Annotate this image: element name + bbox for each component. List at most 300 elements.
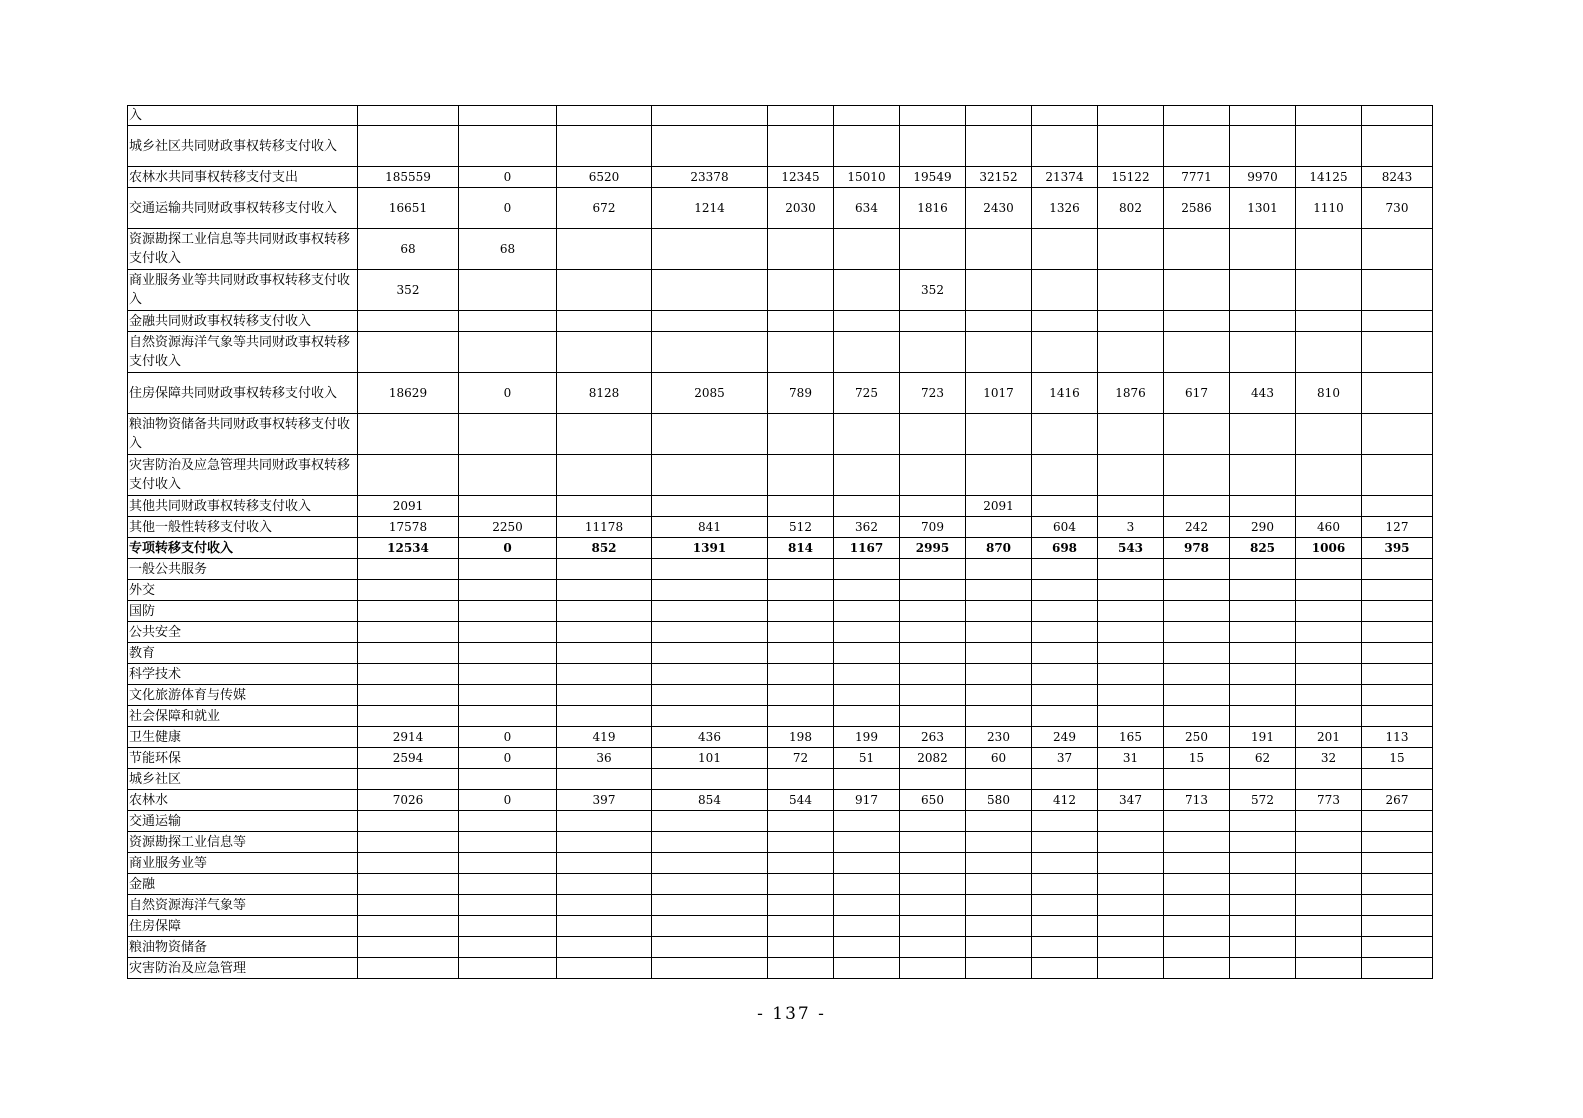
table-cell: 0 [459,727,557,748]
table-cell [966,937,1032,958]
table-cell: 854 [652,790,768,811]
table-cell [1296,643,1362,664]
table-cell [1296,811,1362,832]
table-row [128,270,1433,311]
table-cell [557,311,652,332]
table-cell: 773 [1296,790,1362,811]
table-cell: 72 [768,748,834,769]
table-row [128,874,1433,895]
table-cell [459,311,557,332]
table-cell [1230,496,1296,517]
table-cell [1098,643,1164,664]
table-cell [1230,455,1296,496]
table-cell [1098,832,1164,853]
table-cell [652,332,768,373]
table-cell [358,601,459,622]
table-cell: 36 [557,748,652,769]
table-cell: 460 [1296,517,1362,538]
table-cell [900,685,966,706]
table-cell [768,937,834,958]
table-cell [358,874,459,895]
table-cell [1362,559,1433,580]
table-row [128,373,1433,414]
table-cell: 290 [1230,517,1296,538]
table-cell [900,874,966,895]
table-cell [1230,811,1296,832]
table-row [128,332,1433,373]
table-cell [1164,643,1230,664]
table-cell [1230,270,1296,311]
table-cell: 15 [1362,748,1433,769]
table-row [128,229,1433,270]
table-cell [768,895,834,916]
table-cell [358,332,459,373]
table-cell: 1416 [1032,373,1098,414]
table-cell [1296,229,1362,270]
table-cell [900,643,966,664]
table-cell [1296,332,1362,373]
table-cell [1098,664,1164,685]
table-cell: 1214 [652,188,768,229]
table-cell: 802 [1098,188,1164,229]
table-cell [1164,706,1230,727]
table-cell [900,126,966,167]
table-cell [652,769,768,790]
table-cell [1098,496,1164,517]
row-label: 金融共同财政事权转移支付收入 [128,311,358,332]
table-cell [768,455,834,496]
table-cell [459,664,557,685]
table-cell [1098,706,1164,727]
table-cell [900,601,966,622]
table-row [128,811,1433,832]
row-label: 城乡社区 [128,769,358,790]
table-cell [1164,853,1230,874]
table-cell: 2082 [900,748,966,769]
table-row [128,455,1433,496]
table-cell: 713 [1164,790,1230,811]
table-cell [358,895,459,916]
table-cell [459,622,557,643]
table-cell [1032,811,1098,832]
table-cell: 852 [557,538,652,559]
table-cell [1296,455,1362,496]
table-cell [834,958,900,979]
table-cell [1164,106,1230,126]
table-cell [358,769,459,790]
table-cell [1032,916,1098,937]
table-cell [966,126,1032,167]
table-cell [1098,958,1164,979]
table-cell [358,559,459,580]
table-cell [1032,496,1098,517]
table-cell [1032,853,1098,874]
table-cell [1230,916,1296,937]
table-cell [966,643,1032,664]
table-cell [652,664,768,685]
table-cell [834,496,900,517]
table-cell [834,832,900,853]
table-cell [358,414,459,455]
table-row [128,167,1433,188]
table-cell [358,664,459,685]
table-cell [900,622,966,643]
table-cell: 0 [459,538,557,559]
table-cell [459,126,557,167]
table-row [128,126,1433,167]
table-cell [768,874,834,895]
table-cell: 8128 [557,373,652,414]
table-cell [1296,874,1362,895]
row-label: 教育 [128,643,358,664]
table-row [128,601,1433,622]
table-cell [358,916,459,937]
row-label: 农林水 [128,790,358,811]
table-cell [652,559,768,580]
table-cell [966,706,1032,727]
table-body [128,106,1433,979]
table-cell [900,769,966,790]
table-cell: 9970 [1230,167,1296,188]
table-row [128,559,1433,580]
table-cell: 917 [834,790,900,811]
table-cell [1230,706,1296,727]
row-label: 自然资源海洋气象等共同财政事权转移支付收入 [128,332,358,373]
table-cell [1362,106,1433,126]
table-cell [966,958,1032,979]
table-cell [557,601,652,622]
table-cell [1098,414,1164,455]
table-cell [1296,601,1362,622]
table-cell: 1110 [1296,188,1362,229]
table-cell [557,496,652,517]
table-cell [768,916,834,937]
table-cell [768,414,834,455]
table-cell: 2995 [900,538,966,559]
table-cell [1164,622,1230,643]
table-cell [1296,270,1362,311]
table-cell [834,937,900,958]
table-cell [768,559,834,580]
table-cell [966,229,1032,270]
table-cell: 352 [900,270,966,311]
table-cell [1098,769,1164,790]
table-cell: 825 [1230,538,1296,559]
table-cell [1230,895,1296,916]
row-label: 自然资源海洋气象等 [128,895,358,916]
table-cell [1296,958,1362,979]
row-label: 农林水共同事权转移支付支出 [128,167,358,188]
table-cell: 191 [1230,727,1296,748]
table-cell: 347 [1098,790,1164,811]
table-cell: 263 [900,727,966,748]
table-cell [768,580,834,601]
table-cell [1362,706,1433,727]
row-label: 节能环保 [128,748,358,769]
table-cell [966,517,1032,538]
table-cell [834,853,900,874]
table-cell [1296,853,1362,874]
table-cell [768,496,834,517]
table-cell [557,832,652,853]
table-cell [1362,685,1433,706]
table-cell [1362,853,1433,874]
table-cell [1362,643,1433,664]
row-label: 粮油物资储备 [128,937,358,958]
table-cell [900,937,966,958]
table-cell [900,496,966,517]
table-cell [1164,874,1230,895]
table-cell [768,769,834,790]
table-cell [966,580,1032,601]
table-cell: 1167 [834,538,900,559]
row-label: 外交 [128,580,358,601]
table-cell [1296,664,1362,685]
row-label: 一般公共服务 [128,559,358,580]
table-cell [1296,769,1362,790]
table-row [128,937,1433,958]
table-cell [1098,311,1164,332]
table-cell [1362,769,1433,790]
table-cell [1362,126,1433,167]
table-cell [768,664,834,685]
table-cell [1164,311,1230,332]
table-cell [358,685,459,706]
table-cell: 709 [900,517,966,538]
table-cell [1296,106,1362,126]
table-cell [652,311,768,332]
table-cell [966,769,1032,790]
table-cell: 6520 [557,167,652,188]
row-label: 灾害防治及应急管理共同财政事权转移支付收入 [128,455,358,496]
table-cell [1296,496,1362,517]
table-cell [358,853,459,874]
table-cell: 3 [1098,517,1164,538]
table-cell: 725 [834,373,900,414]
table-cell [1032,414,1098,455]
table-cell [459,496,557,517]
table-cell [768,126,834,167]
table-cell [966,916,1032,937]
table-cell: 32152 [966,167,1032,188]
table-cell [1098,601,1164,622]
table-row [128,832,1433,853]
table-cell [900,580,966,601]
table-cell [1362,664,1433,685]
table-cell: 101 [652,748,768,769]
table-cell [459,916,557,937]
table-cell [459,580,557,601]
table-cell: 199 [834,727,900,748]
table-cell [1032,229,1098,270]
table-cell [1032,706,1098,727]
table-cell [834,811,900,832]
table-cell [557,455,652,496]
row-label: 灾害防治及应急管理 [128,958,358,979]
table-cell: 113 [1362,727,1433,748]
table-cell: 2091 [358,496,459,517]
table-row [128,916,1433,937]
table-cell [358,706,459,727]
table-cell [1164,126,1230,167]
table-cell [1362,895,1433,916]
table-cell [358,622,459,643]
table-cell [652,229,768,270]
table-cell: 0 [459,167,557,188]
row-label: 国防 [128,601,358,622]
table-cell: 412 [1032,790,1098,811]
table-cell [652,895,768,916]
table-cell: 60 [966,748,1032,769]
table-cell [1098,853,1164,874]
table-cell [1164,916,1230,937]
table-cell: 7026 [358,790,459,811]
table-cell [459,832,557,853]
table-cell [1098,332,1164,373]
table-cell [557,958,652,979]
table-cell [900,414,966,455]
table-cell [459,332,557,373]
table-cell [1230,559,1296,580]
table-cell [557,126,652,167]
table-cell [652,414,768,455]
table-cell: 634 [834,188,900,229]
table-cell [1362,311,1433,332]
table-cell [900,916,966,937]
table-cell [1164,811,1230,832]
table-cell: 2430 [966,188,1032,229]
row-label: 商业服务业等共同财政事权转移支付收入 [128,270,358,311]
table-cell [966,414,1032,455]
table-cell [557,769,652,790]
table-cell [557,270,652,311]
table-cell [652,601,768,622]
table-cell [900,811,966,832]
table-cell [1032,126,1098,167]
row-label: 住房保障 [128,916,358,937]
table-cell [1296,706,1362,727]
table-cell [1362,937,1433,958]
table-cell [459,958,557,979]
table-cell [358,580,459,601]
table-cell [834,895,900,916]
table-cell [557,643,652,664]
table-cell: 2594 [358,748,459,769]
table-cell [557,664,652,685]
row-label: 社会保障和就业 [128,706,358,727]
table-cell [834,559,900,580]
table-cell [459,853,557,874]
table-cell [834,106,900,126]
table-cell: 572 [1230,790,1296,811]
table-cell [966,664,1032,685]
table-cell: 397 [557,790,652,811]
table-cell: 789 [768,373,834,414]
table-cell [1296,414,1362,455]
table-cell [1230,769,1296,790]
table-cell: 1391 [652,538,768,559]
table-cell [834,580,900,601]
table-cell [966,874,1032,895]
table-cell [1296,832,1362,853]
row-label: 科学技术 [128,664,358,685]
table-cell [1362,496,1433,517]
table-row [128,664,1433,685]
table-cell [1362,270,1433,311]
table-cell [1164,832,1230,853]
table-cell [1032,937,1098,958]
table-cell [1362,874,1433,895]
table-cell [900,895,966,916]
table-cell [966,559,1032,580]
table-cell [358,106,459,126]
table-cell: 17578 [358,517,459,538]
table-cell [1362,832,1433,853]
table-row [128,311,1433,332]
table-cell [834,622,900,643]
table-cell [459,706,557,727]
table-cell: 201 [1296,727,1362,748]
table-cell [966,601,1032,622]
table-cell: 68 [358,229,459,270]
table-cell [1230,832,1296,853]
table-cell [1362,580,1433,601]
row-label: 资源勘探工业信息等 [128,832,358,853]
table-cell [966,622,1032,643]
table-cell [966,685,1032,706]
table-cell: 12534 [358,538,459,559]
table-cell: 15010 [834,167,900,188]
table-cell [1032,685,1098,706]
table-cell: 419 [557,727,652,748]
table-cell [652,958,768,979]
table-row [128,706,1433,727]
table-cell [1032,106,1098,126]
table-cell [768,958,834,979]
table-cell: 810 [1296,373,1362,414]
table-cell [768,811,834,832]
table-cell: 0 [459,748,557,769]
row-label: 城乡社区共同财政事权转移支付收入 [128,126,358,167]
table-cell [1032,643,1098,664]
table-cell [1098,874,1164,895]
table-cell [557,874,652,895]
table-cell: 443 [1230,373,1296,414]
table-cell: 1326 [1032,188,1098,229]
table-cell [1296,937,1362,958]
table-cell [1296,685,1362,706]
table-cell [652,853,768,874]
table-cell [1230,937,1296,958]
table-cell: 2085 [652,373,768,414]
table-cell [768,270,834,311]
table-cell [1032,958,1098,979]
table-cell [557,706,652,727]
table-cell [1032,270,1098,311]
table-cell: 31 [1098,748,1164,769]
table-cell: 2091 [966,496,1032,517]
table-cell [1032,769,1098,790]
table-cell [652,811,768,832]
table-cell [459,811,557,832]
table-cell [557,414,652,455]
table-cell [768,601,834,622]
row-label: 文化旅游体育与传媒 [128,685,358,706]
row-label: 其他一般性转移支付收入 [128,517,358,538]
table-cell [652,580,768,601]
table-cell [1230,874,1296,895]
table-cell [1032,601,1098,622]
